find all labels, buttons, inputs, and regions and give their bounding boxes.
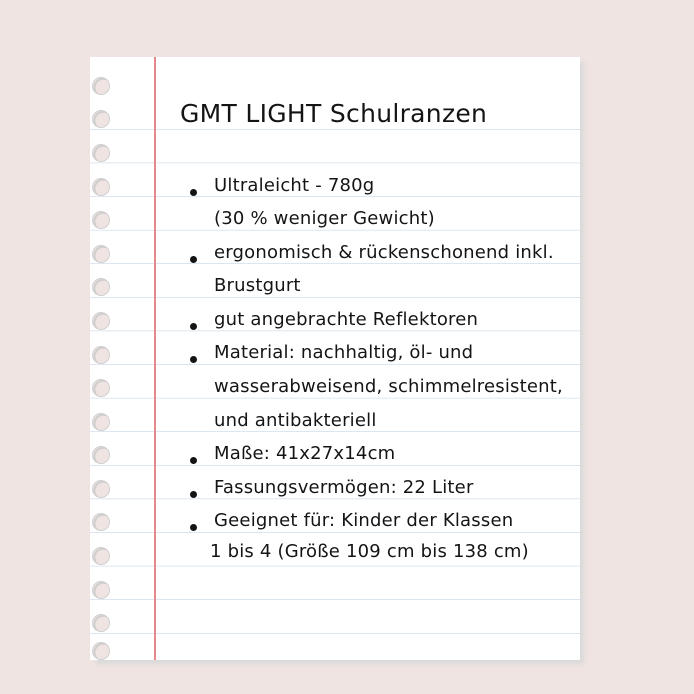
punch-hole (92, 312, 110, 330)
feature-line: (30 % weniger Gewicht) (214, 208, 435, 229)
bullet-icon (190, 323, 197, 330)
feature-line: 1 bis 4 (Größe 109 cm bis 138 cm) (210, 541, 529, 562)
punch-hole (92, 346, 110, 364)
punch-hole (92, 446, 110, 464)
punch-hole (92, 513, 110, 531)
feature-line: gut angebrachte Reflektoren (214, 309, 479, 330)
punch-hole (92, 413, 110, 431)
bullet-icon (190, 356, 197, 363)
punch-hole (92, 581, 110, 599)
bullet-icon (190, 457, 197, 464)
feature-line: Geeignet für: Kinder der Klassen (214, 510, 514, 531)
feature-line: Ultraleicht - 780g (214, 175, 375, 196)
bullet-icon (190, 189, 197, 196)
punch-hole (92, 547, 110, 565)
notebook-page (90, 57, 580, 660)
feature-line: und antibakteriell (214, 410, 377, 431)
punch-hole (92, 110, 110, 128)
punch-holes (90, 57, 120, 660)
punch-hole (92, 144, 110, 162)
margin-line (154, 57, 156, 660)
feature-line: wasserabweisend, schimmelresistent, (214, 376, 563, 397)
bullet-icon (190, 256, 197, 263)
punch-hole (92, 178, 110, 196)
feature-line: Maße: 41x27x14cm (214, 443, 396, 464)
bullet-icon (190, 491, 197, 498)
punch-hole (92, 245, 110, 263)
feature-line: Brustgurt (214, 275, 301, 296)
feature-line: Fassungsvermögen: 22 Liter (214, 477, 474, 498)
punch-hole (92, 480, 110, 498)
punch-hole (92, 614, 110, 632)
punch-hole (92, 642, 110, 660)
punch-hole (92, 278, 110, 296)
feature-line: Material: nachhaltig, öl- und (214, 342, 474, 363)
punch-hole (92, 77, 110, 95)
bullet-icon (190, 524, 197, 531)
punch-hole (92, 211, 110, 229)
punch-hole (92, 379, 110, 397)
page-title: GMT LIGHT Schulranzen (180, 99, 488, 128)
feature-line: ergonomisch & rückenschonend inkl. (214, 242, 554, 263)
